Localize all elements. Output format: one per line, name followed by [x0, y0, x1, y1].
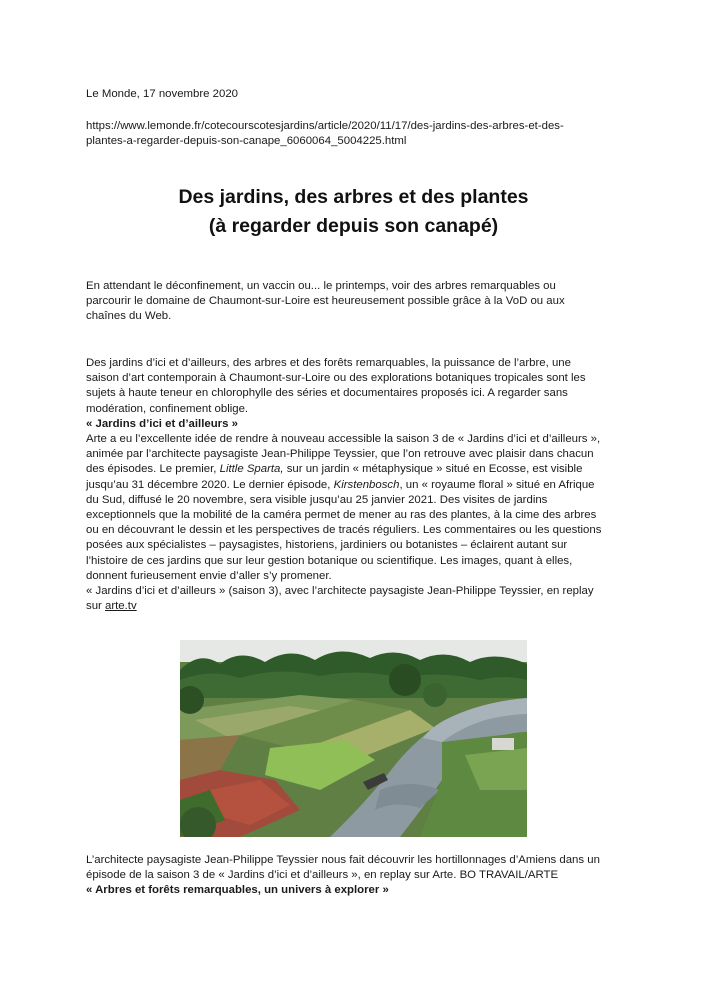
text-line	[86, 599, 626, 614]
text-line: épisode de la saison 3 de « Jardins d’ici et d’ailleurs », en replay sur Arte. BO TRAVAIL/ARTE	[86, 869, 559, 882]
body-text	[86, 356, 626, 614]
text-line: donnent furieusement envie d’aller s’y promener.	[86, 569, 332, 582]
section-heading: « Jardins d’ici et d’ailleurs »	[86, 417, 238, 430]
lead-paragraph	[86, 279, 626, 325]
episode-title-kirstenbosch: Kirstenbosch	[333, 478, 400, 491]
text-line: modération, confinement oblige.	[86, 402, 249, 415]
text-run: jusqu’au 31 décembre 2020. Le dernier épisode,	[86, 478, 334, 491]
text-line: L’architecte paysagiste Jean-Philippe Teyssier nous fait découvrir les hortillonnages d’Amiens dans un	[86, 854, 600, 866]
text-line: En attendant le déconfinement, un vaccin ou... le printemps, voir des arbres remarquables ou	[86, 280, 556, 292]
episode-title-little-sparta: Little Sparta,	[219, 463, 284, 476]
text-line	[86, 478, 626, 493]
text-run: , un « royaume floral » situé en Afrique	[399, 478, 595, 491]
text-line	[86, 462, 626, 477]
text-line: animée par l’architecte paysagiste Jean-Philippe Teyssier, que l’on retrouve avec plaisir dans chacun	[86, 448, 594, 461]
text-line: sujets à haute teneur en chlorophylle des séries et documentaires proposés ici. A regarder sans	[86, 387, 568, 400]
text-line: Arte a eu l’excellente idée de rendre à nouveau accessible la saison 3 de « Jardins d’ici et d’ailleurs »,	[86, 433, 601, 446]
text-line: parcourir le domaine de Chaumont-sur-Loire est heureusement possible grâce à la VoD ou aux	[86, 295, 565, 308]
text-line: exceptionnels que la mobilité de la caméra permet de mener au ras des plantes, à la cime des arbres	[86, 509, 597, 522]
arte-tv-link[interactable]: arte.tv	[105, 600, 137, 613]
aerial-garden-image	[180, 640, 527, 837]
text-line: chaînes du Web.	[86, 310, 172, 323]
text-run: des épisodes. Le premier,	[86, 463, 220, 476]
text-line: du Sud, diffusé le 20 novembre, sera visible jusqu’au 25 janvier 2021. Des visites de jardins	[86, 493, 548, 506]
text-line: « Jardins d’ici et d’ailleurs » (saison 3), avec l’architecte paysagiste Jean-Philippe Teyssier, en replay	[86, 585, 594, 598]
text-line: posées aux spécialistes – paysagistes, historiens, jardiniers ou botanistes – éclairent autant sur	[86, 539, 568, 552]
text-run: sur un jardin « métaphysique » situé en Ecosse, est visible	[283, 463, 583, 476]
source-line: Le Monde, 17 novembre 2020	[86, 88, 238, 100]
article-url-line-2: plantes-a-regarder-depuis-son-canape_6060064_5004225.html	[86, 135, 407, 147]
article-title: Des jardins, des arbres et des plantes	[178, 186, 529, 208]
text-run: sur	[86, 600, 105, 613]
text-line: ou en découvrant le dessin et les perspectives de tracés réguliers. Les commentaires ou les questions	[86, 524, 602, 537]
section-heading: « Arbres et forêts remarquables, un univers à explorer »	[86, 884, 389, 897]
article-url-line-1: https://www.lemonde.fr/cotecourscotesjardins/article/2020/11/17/des-jardins-des-arbres-et-des-	[86, 120, 564, 132]
text-line: saison d’art contemporain à Chaumont-sur-Loire ou des explorations botaniques tropicales sont les	[86, 372, 586, 385]
text-line: Des jardins d’ici et d’ailleurs, des arbres et des forêts remarquables, la puissance de l’arbre, une	[86, 357, 571, 369]
article-subtitle: (à regarder depuis son canapé)	[208, 215, 499, 237]
text-line: l’histoire de ces jardins que sur leur gestion botanique ou scientifique. Les images, quant à elles,	[86, 554, 573, 567]
photo-caption	[86, 853, 626, 899]
hortillonnages-photo	[180, 640, 527, 837]
